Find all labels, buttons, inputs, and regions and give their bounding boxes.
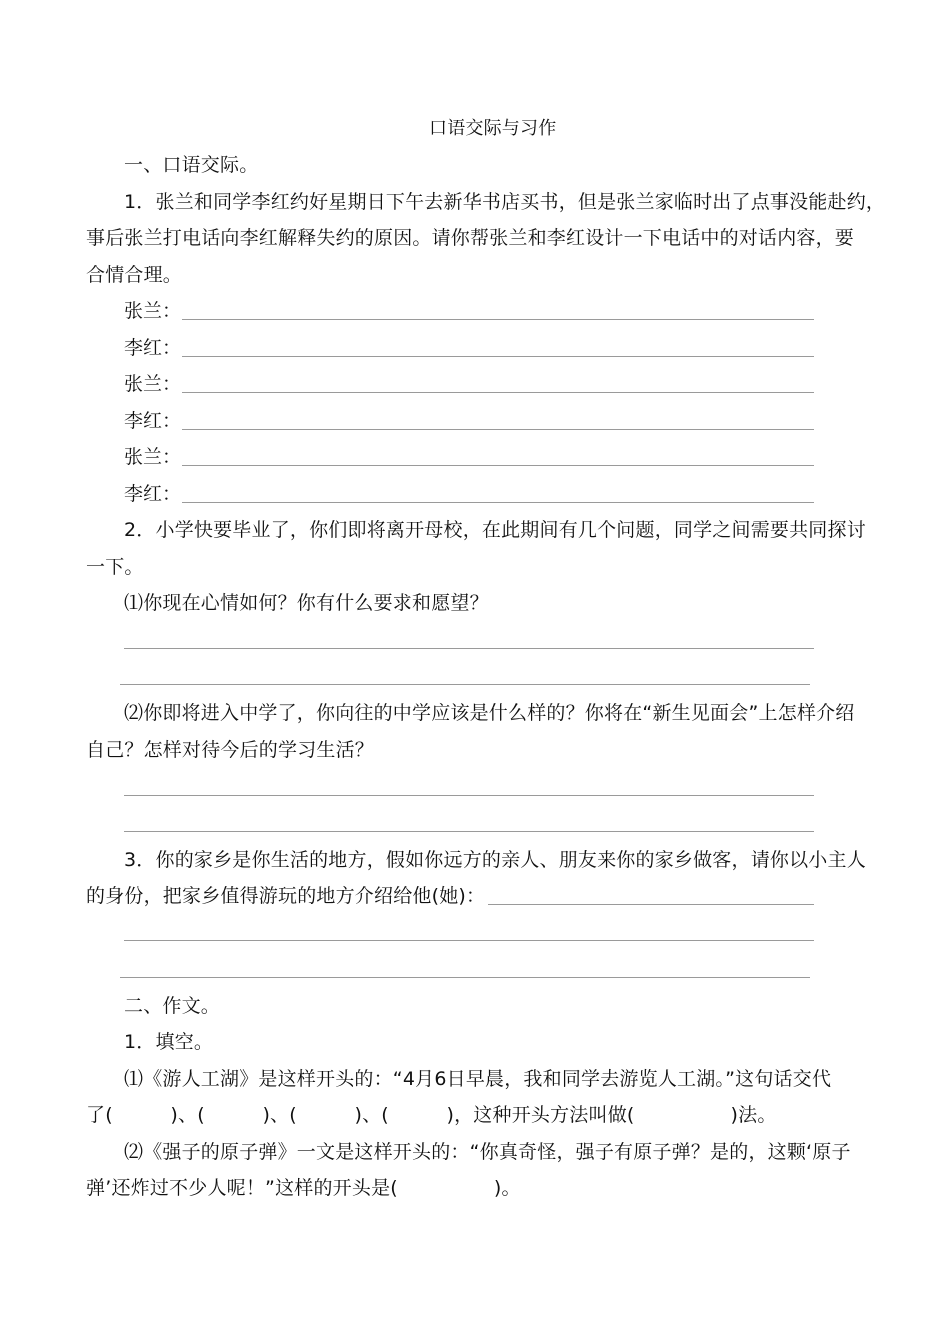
answer-line[interactable] [120, 684, 810, 685]
s2-q1-sub1-line1: ⑴《游人工湖》是这样开头的：“4月6日早晨，我和同学去游览人工湖。”这句话交代 [124, 1068, 832, 1090]
dialogue-speaker-lihong: 李红： [124, 410, 182, 432]
dialogue-speaker-zhanglan: 张兰： [124, 300, 182, 322]
q2-text-line2: 一下。 [86, 556, 144, 578]
q3-text-line1: 3．你的家乡是你生活的地方，假如你远方的亲人、朋友来你的家乡做客，请你以小主人 [124, 849, 866, 871]
section1-heading: 一、口语交际。 [124, 154, 259, 176]
dialogue-answer-line[interactable] [182, 465, 814, 466]
q1-text-line2: 事后张兰打电话向李红解释失约的原因。请你帮张兰和李红设计一下电话中的对话内容，要 [86, 227, 855, 249]
s2-q1-sub2-line2: 弹’还炸过不少人呢！”这样的开头是( )。 [86, 1177, 521, 1199]
answer-line[interactable] [120, 977, 810, 978]
answer-line[interactable] [124, 940, 814, 941]
s2-q1-sub1-line2: 了( )、( )、( )、( )，这种开头方法叫做( )法。 [86, 1104, 777, 1126]
dialogue-answer-line[interactable] [182, 429, 814, 430]
answer-line[interactable] [124, 795, 814, 796]
dialogue-speaker-zhanglan: 张兰： [124, 373, 182, 395]
page-title: 口语交际与习作 [429, 118, 557, 139]
dialogue-answer-line[interactable] [182, 502, 814, 503]
dialogue-speaker-lihong: 李红： [124, 337, 182, 359]
answer-line[interactable] [124, 648, 814, 649]
answer-line[interactable] [488, 904, 814, 905]
answer-line[interactable] [124, 831, 814, 832]
q2-sub2-line2: 自己？怎样对待今后的学习生活？ [86, 739, 375, 761]
s2-q1-label: 1．填空。 [124, 1031, 214, 1053]
q2-sub1: ⑴你现在心情如何？你有什么要求和愿望？ [124, 592, 489, 614]
dialogue-speaker-zhanglan: 张兰： [124, 446, 182, 468]
q1-text-line3: 合情合理。 [86, 264, 183, 286]
dialogue-speaker-lihong: 李红： [124, 483, 182, 505]
q2-text-line1: 2．小学快要毕业了，你们即将离开母校，在此期间有几个问题，同学之间需要共同探讨 [124, 519, 866, 541]
q2-sub2-line1: ⑵你即将进入中学了，你向往的中学应该是什么样的？你将在“新生见面会”上怎样介绍 [124, 702, 855, 724]
q3-text-line2: 的身份，把家乡值得游玩的地方介绍给他(她)： [86, 885, 486, 907]
dialogue-answer-line[interactable] [182, 356, 814, 357]
s2-q1-sub2-line1: ⑵《强子的原子弹》一文是这样开头的：“你真奇怪，强子有原子弹？是的，这颗‘原子 [124, 1141, 851, 1163]
dialogue-answer-line[interactable] [182, 319, 814, 320]
section2-heading: 二、作文。 [124, 995, 221, 1017]
q1-text-line1: 1．张兰和同学李红约好星期日下午去新华书店买书，但是张兰家临时出了点事没能赴约， [124, 191, 886, 213]
dialogue-answer-line[interactable] [182, 392, 814, 393]
